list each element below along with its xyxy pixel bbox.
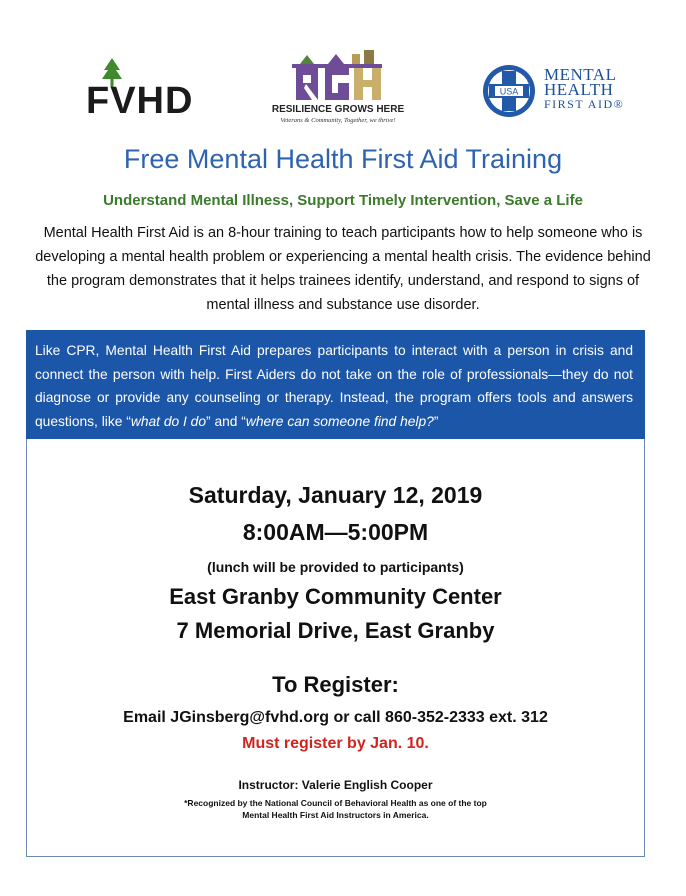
mhfa-line-1: MENTAL xyxy=(544,65,617,84)
page-subtitle: Understand Mental Illness, Support Timely Intervention, Save a Life xyxy=(103,192,583,209)
mhfa-line-2: HEALTH xyxy=(544,80,614,99)
callout-emphasis-2: where can someone find help? xyxy=(245,413,434,429)
rgh-name: RESILIENCE GROWS HERE xyxy=(271,104,405,115)
instructor-note-line-2: Mental Health First Aid Instructors in America. xyxy=(242,810,429,820)
fvhd-wordmark: FVHD xyxy=(86,80,194,122)
event-date: Saturday, January 12, 2019 xyxy=(188,482,483,508)
register-contact: Email JGinsberg@fvhd.org or call 860-352-2333 ext. 312 xyxy=(123,709,548,726)
callout-text-b: ” and “ xyxy=(206,413,246,429)
rgh-tagline: Veterans & Community, Together, we thrive! xyxy=(280,117,396,124)
callout-panel xyxy=(26,330,645,439)
mhfa-wordmark xyxy=(544,67,624,112)
event-address: 7 Memorial Drive, East Granby xyxy=(176,618,495,643)
lunch-note: (lunch will be provided to participants) xyxy=(207,559,464,575)
instructor-note-line-1: *Recognized by the National Council of Behavioral Health as one of the top xyxy=(184,798,487,808)
callout-text-c: ” xyxy=(433,413,439,429)
callout-emphasis-1: what do I do xyxy=(130,413,207,429)
mhfa-line-3: FIRST AID® xyxy=(544,97,625,111)
event-venue: East Granby Community Center xyxy=(169,584,502,609)
register-heading: To Register: xyxy=(272,672,399,697)
mhfa-cross-badge-icon xyxy=(482,64,536,118)
callout-text-a: Like CPR, Mental Health First Aid prepares participants to interact with a person in crisis and connect the person with help. First Aiders do not take on the role of professionals—they do not diagnose or provide any counseling or therapy. Instead, the program offers tools and answers questions, like “ xyxy=(35,343,633,429)
page-title: Free Mental Health First Aid Training xyxy=(123,144,563,174)
fvhd-logo xyxy=(86,58,202,122)
instructor-name: Instructor: Valerie English Cooper xyxy=(238,778,433,792)
rgh-letters-graphic xyxy=(292,50,384,102)
register-deadline: Must register by Jan. 10. xyxy=(242,735,429,752)
rgh-logo xyxy=(262,50,414,130)
mhfa-logo xyxy=(482,64,642,120)
intro-paragraph: Mental Health First Aid is an 8-hour training to teach participants how to help someone who is developing a mental health problem or experiencing a mental health crisis. The evidence behind the program demonstrates that it helps trainees identify, understand, and respond to signs of mental illness and substance use disorder. xyxy=(35,225,651,313)
event-time: 8:00AM—5:00PM xyxy=(242,519,429,545)
mhfa-badge-text: USA xyxy=(499,86,519,97)
logo-row xyxy=(0,46,686,132)
